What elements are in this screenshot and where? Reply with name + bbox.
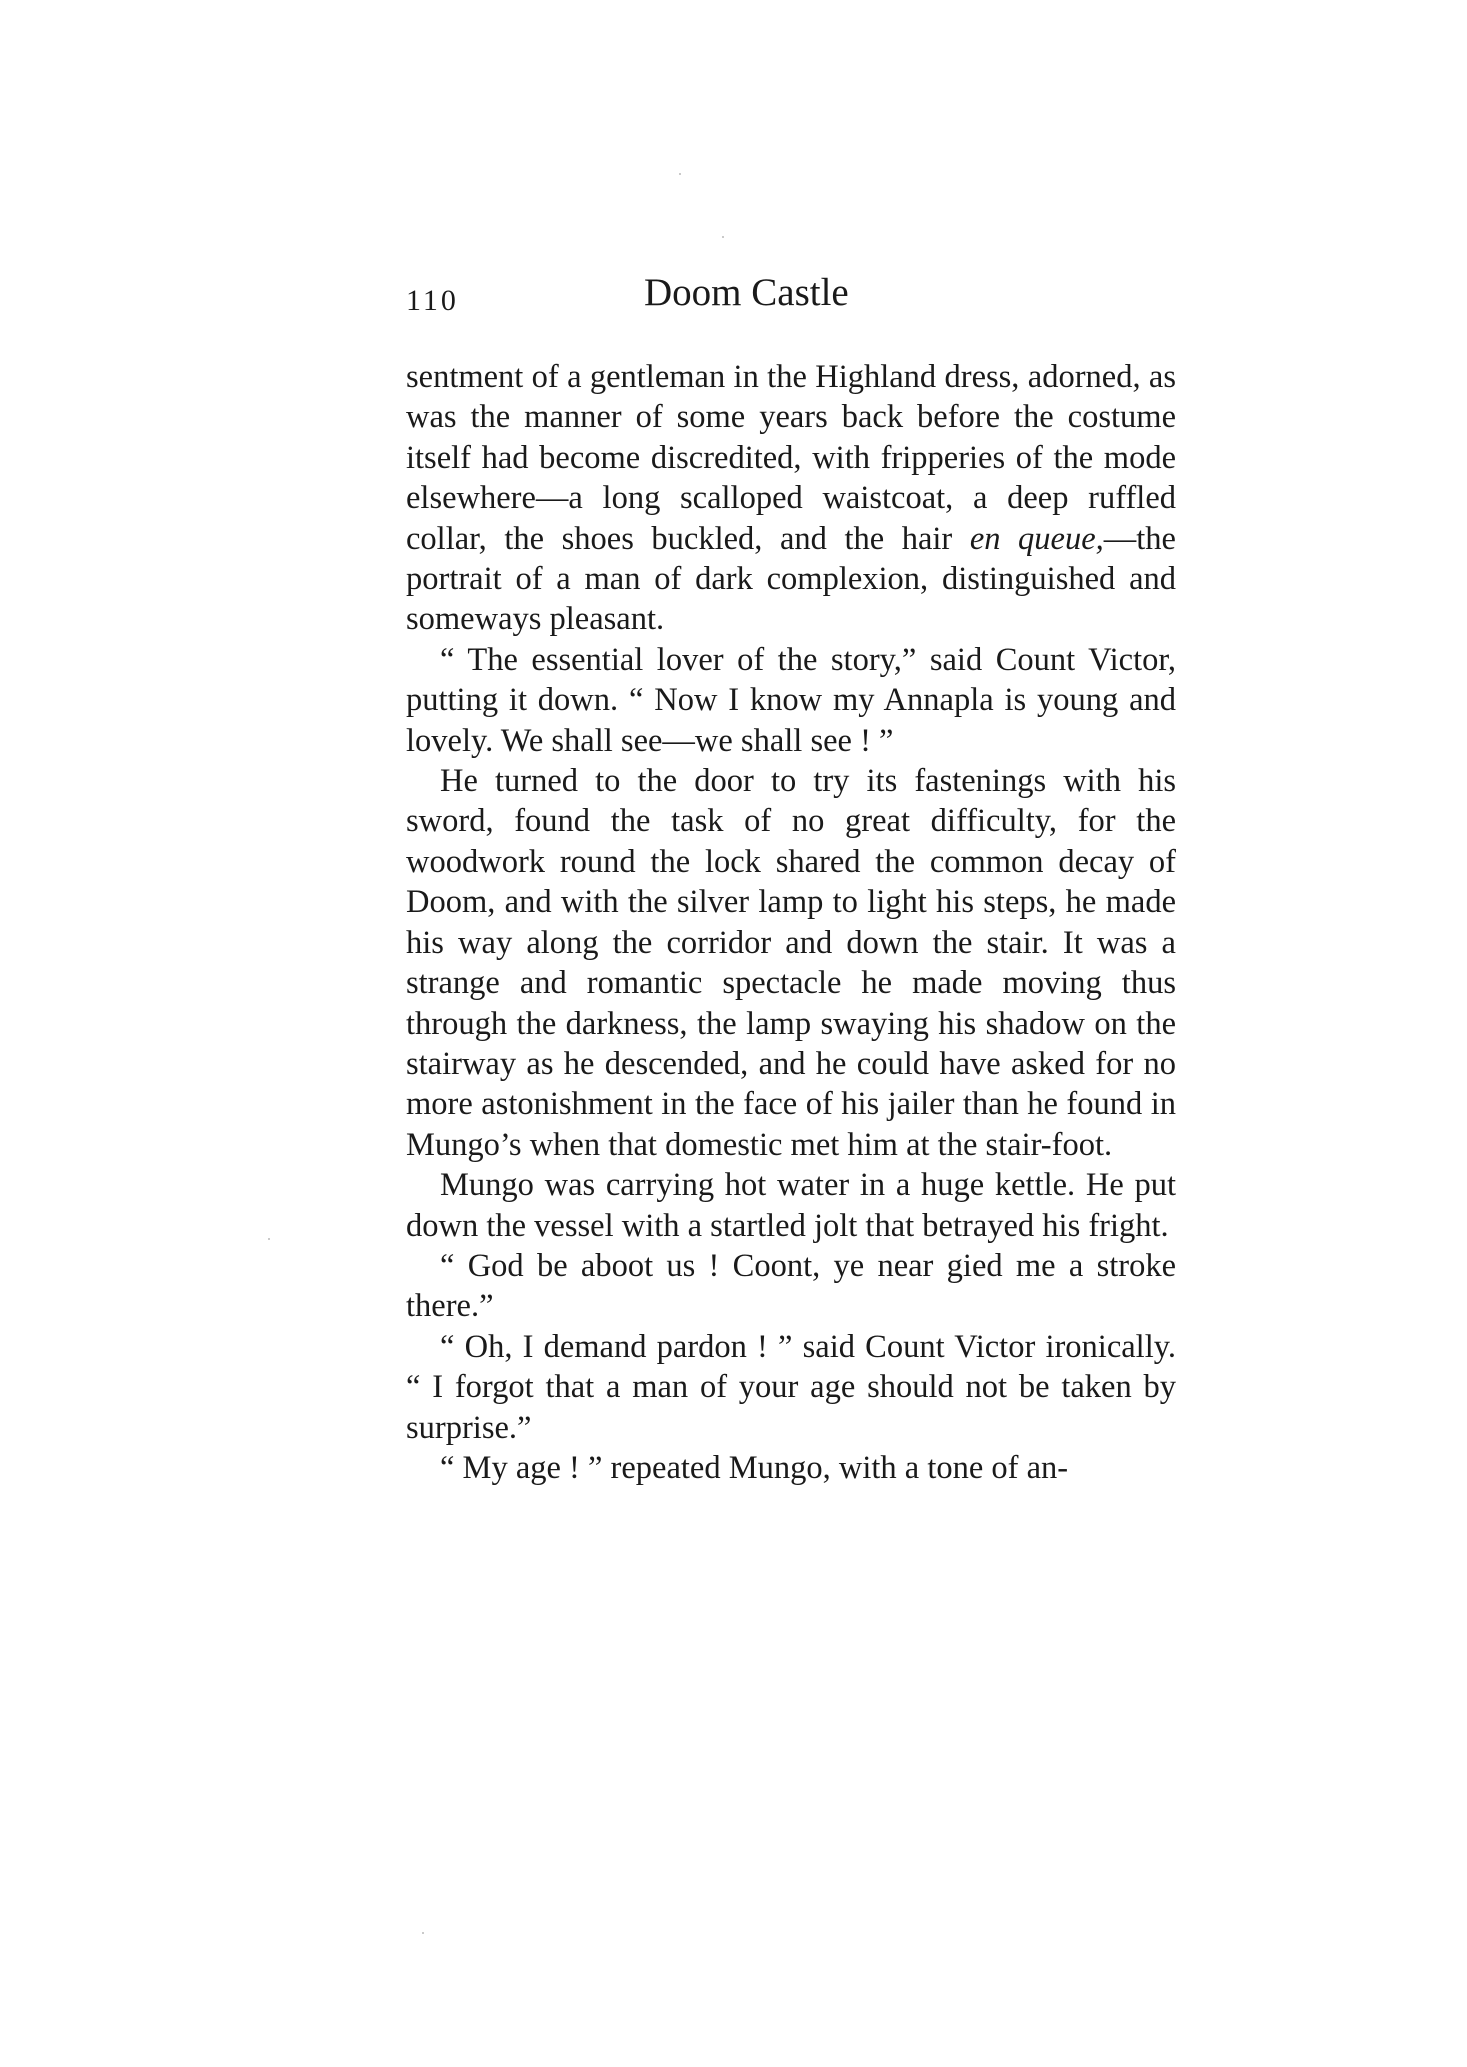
page-number: 110 bbox=[406, 284, 459, 317]
body-text bbox=[406, 357, 1176, 1488]
paragraph-lover-of-story: “ The essential lover of the story,” said Count Victor, putting it down. “ Now I know my Annapla is young and lovely. We shall see—we shall see ! ” bbox=[406, 641, 1176, 759]
italic-phrase: en queue, bbox=[969, 520, 1104, 557]
paragraph-portrait-description bbox=[406, 357, 1176, 640]
paragraph-mungo-kettle: Mungo was carrying hot water in a huge kettle. He put down the vessel with a startled jolt that betrayed his fright. bbox=[406, 1167, 1176, 1244]
scan-speck bbox=[679, 173, 681, 175]
paragraph-descends-stair: He turned to the door to try its fastenings with his sword, found the task of no great difficulty, for the woodwork round the lock shared the common decay of Doom, and with the silver lamp to light his steps, he made his way along the corridor and down the stair. It was a strange and romantic spectacle he made moving thus through the darkness, the lamp swaying his shadow on the stairway as he descended, and he could have asked for no more astonishment in the face of his jailer than he found in Mungo’s when that domestic met him at the stair-foot. bbox=[406, 763, 1176, 1163]
running-head bbox=[406, 270, 1176, 330]
paragraph-demand-pardon: “ Oh, I demand pardon ! ” said Count Victor ironically. “ I forgot that a man of your age should not be taken by surprise.” bbox=[406, 1328, 1176, 1446]
text-run: —the portrait of a man of dark complexion, distinguished and someways pleasant. bbox=[406, 520, 1176, 638]
text-run: sentment of a gentleman in the Highland dress, adorned, as was the manner of some years back before the costume itself had become discredited, with fripperies of the mode elsewhere—a long scalloped waistcoat, a deep ruffled collar, the shoes buckled, and the hair bbox=[406, 359, 1176, 557]
paragraph-my-age: “ My age ! ” repeated Mungo, with a tone of an- bbox=[440, 1449, 1069, 1486]
scan-speck bbox=[268, 1238, 270, 1240]
paragraph-god-be-aboot: “ God be aboot us ! Coont, ye near gied me a stroke there.” bbox=[406, 1247, 1176, 1325]
running-title: Doom Castle bbox=[644, 271, 849, 314]
scan-speck bbox=[422, 1932, 424, 1934]
scan-speck bbox=[722, 236, 724, 238]
